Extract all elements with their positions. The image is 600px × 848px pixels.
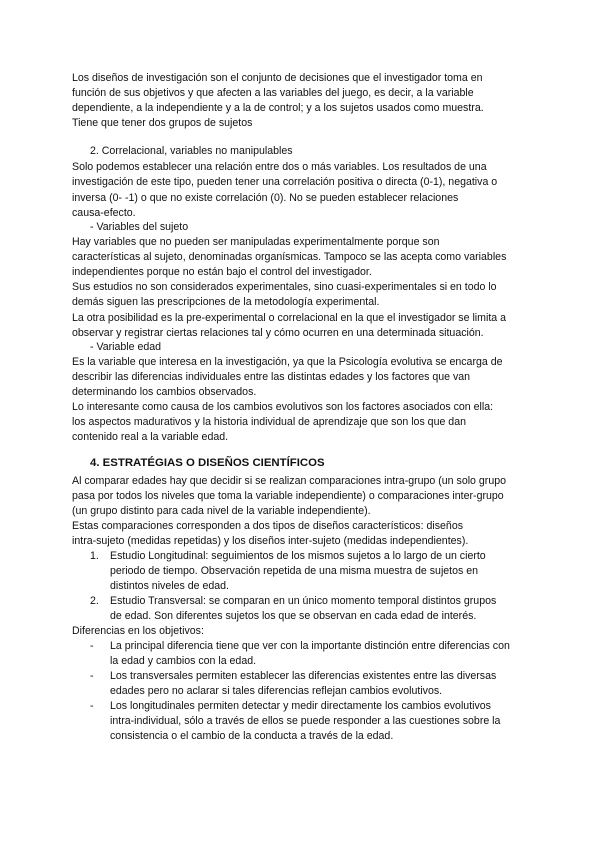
paragraph-line: contenido real a la variable edad. (72, 431, 229, 443)
paragraph-line: intra-sujeto (medidas repetidas) y los diseños inter-sujeto (medidas independientes). (72, 535, 469, 547)
bullet-item: Los longitudinales permiten detectar y medir directamente los cambios evolutivos (110, 700, 491, 712)
bullet-item: Los transversales permiten establecer las diferencias existentes entre las diversas (110, 670, 497, 682)
paragraph-line: determinando los cambios observados. (72, 386, 257, 398)
bullet-marker: - (90, 640, 94, 652)
list-item-transversal: de edad. Son diferentes sujetos los que se observan en cada edad de interés. (110, 610, 477, 622)
paragraph-line: causa-efecto. (72, 207, 136, 219)
intro-line: función de sus objetivos y que afecten a las variables del juego, es decir, a la variable (72, 87, 474, 99)
bullet-item: La principal diferencia tiene que ver con la importante distinción entre diferencias con (110, 640, 510, 652)
bullet-marker: - (90, 670, 94, 682)
paragraph-line: Lo interesante como causa de los cambios evolutivos son los factores asociados con ella: (72, 401, 494, 413)
list-number: 1. (90, 550, 99, 562)
list-item-transversal: Estudio Transversal: se comparan en un único momento temporal distintos grupos (110, 595, 497, 607)
paragraph-line: La otra posibilidad es la pre-experimental o correlacional en la que el investigador se limita a (72, 312, 506, 324)
list-item-longitudinal: periodo de tiempo. Observación repetida de una misma muestra de sujetos en (110, 565, 479, 577)
paragraph-line: (un grupo distinto para cada nivel de la variable independiente). (72, 505, 371, 517)
paragraph-line: independientes porque no están bajo el control del investigador. (72, 266, 372, 278)
list-item-variables-sujeto: - Variables del sujeto (90, 221, 189, 233)
paragraph-line: observar y registrar ciertas relaciones tal y cómo ocurren en una determinada situación. (72, 327, 484, 339)
paragraph-line: demás siguen las prescripciones de la metodología experimental. (72, 296, 380, 308)
bullet-marker: - (90, 700, 94, 712)
paragraph-line: Sus estudios no son considerados experimentales, sino cuasi-experimentales si en todo lo (72, 281, 497, 293)
diferencias-label: Diferencias en los objetivos: (72, 625, 204, 637)
paragraph-line: Al comparar edades hay que decidir si se realizan comparaciones intra-grupo (un solo grupo (72, 475, 506, 487)
paragraph-line: Estas comparaciones corresponden a dos tipos de diseños característicos: diseños (72, 520, 464, 532)
paragraph-line: pasa por todos los niveles que toma la variable independiente) o comparaciones inter-grupo (72, 490, 504, 502)
paragraph-line: describir las diferencias individuales entre las distintas edades y los factores que van (72, 371, 471, 383)
section-heading: 4. ESTRATÉGIAS O DISEÑOS CIENTÍFICOS (90, 457, 325, 469)
paragraph-line: Hay variables que no pueden ser manipuladas experimentalmente porque son (72, 236, 440, 248)
intro-line: Los diseños de investigación son el conjunto de decisiones que el investigador toma en (72, 72, 483, 84)
list-item-longitudinal: Estudio Longitudinal: seguimientos de los mismos sujetos a lo largo de un cierto (110, 550, 486, 562)
intro-line: dependiente, a la independiente y a la de control; y a los sujetos usados como muestra. (72, 102, 484, 114)
bullet-item: intra-individual, sólo a través de ellos se puede responder a las cuestiones sobre la (110, 715, 501, 727)
bullet-item: la edad y cambios con la edad. (110, 655, 257, 667)
bullet-item: edades pero no aclarar si tales diferencias reflejan cambios evolutivos. (110, 685, 443, 697)
bullet-item: consistencia o el cambio de la conducta a través de la edad. (110, 730, 394, 742)
list-number: 2. (90, 595, 99, 607)
list-item-longitudinal: distintos niveles de edad. (110, 580, 229, 592)
intro-line: Tiene que tener dos grupos de sujetos (72, 117, 253, 129)
paragraph-line: inversa (0- -1) o que no existe correlación (0). No se pueden establecer relaciones (72, 192, 459, 204)
list-item-variable-edad: - Variable edad (90, 341, 162, 353)
paragraph-line: los aspectos madurativos y la historia individual de aprendizaje que son los que dan (72, 416, 466, 428)
list-item-correlacional: 2. Correlacional, variables no manipulables (90, 145, 293, 157)
paragraph-line: Es la variable que interesa en la investigación, ya que la Psicología evolutiva se encarga de (72, 356, 503, 368)
paragraph-line: Solo podemos establecer una relación entre dos o más variables. Los resultados de una (72, 161, 487, 173)
paragraph-line: características al sujeto, denominadas organísmicas. Tampoco se las acepta como variables (72, 251, 507, 263)
paragraph-line: investigación de este tipo, pueden tener una correlación positiva o directa (0-1), negativa o (72, 176, 498, 188)
